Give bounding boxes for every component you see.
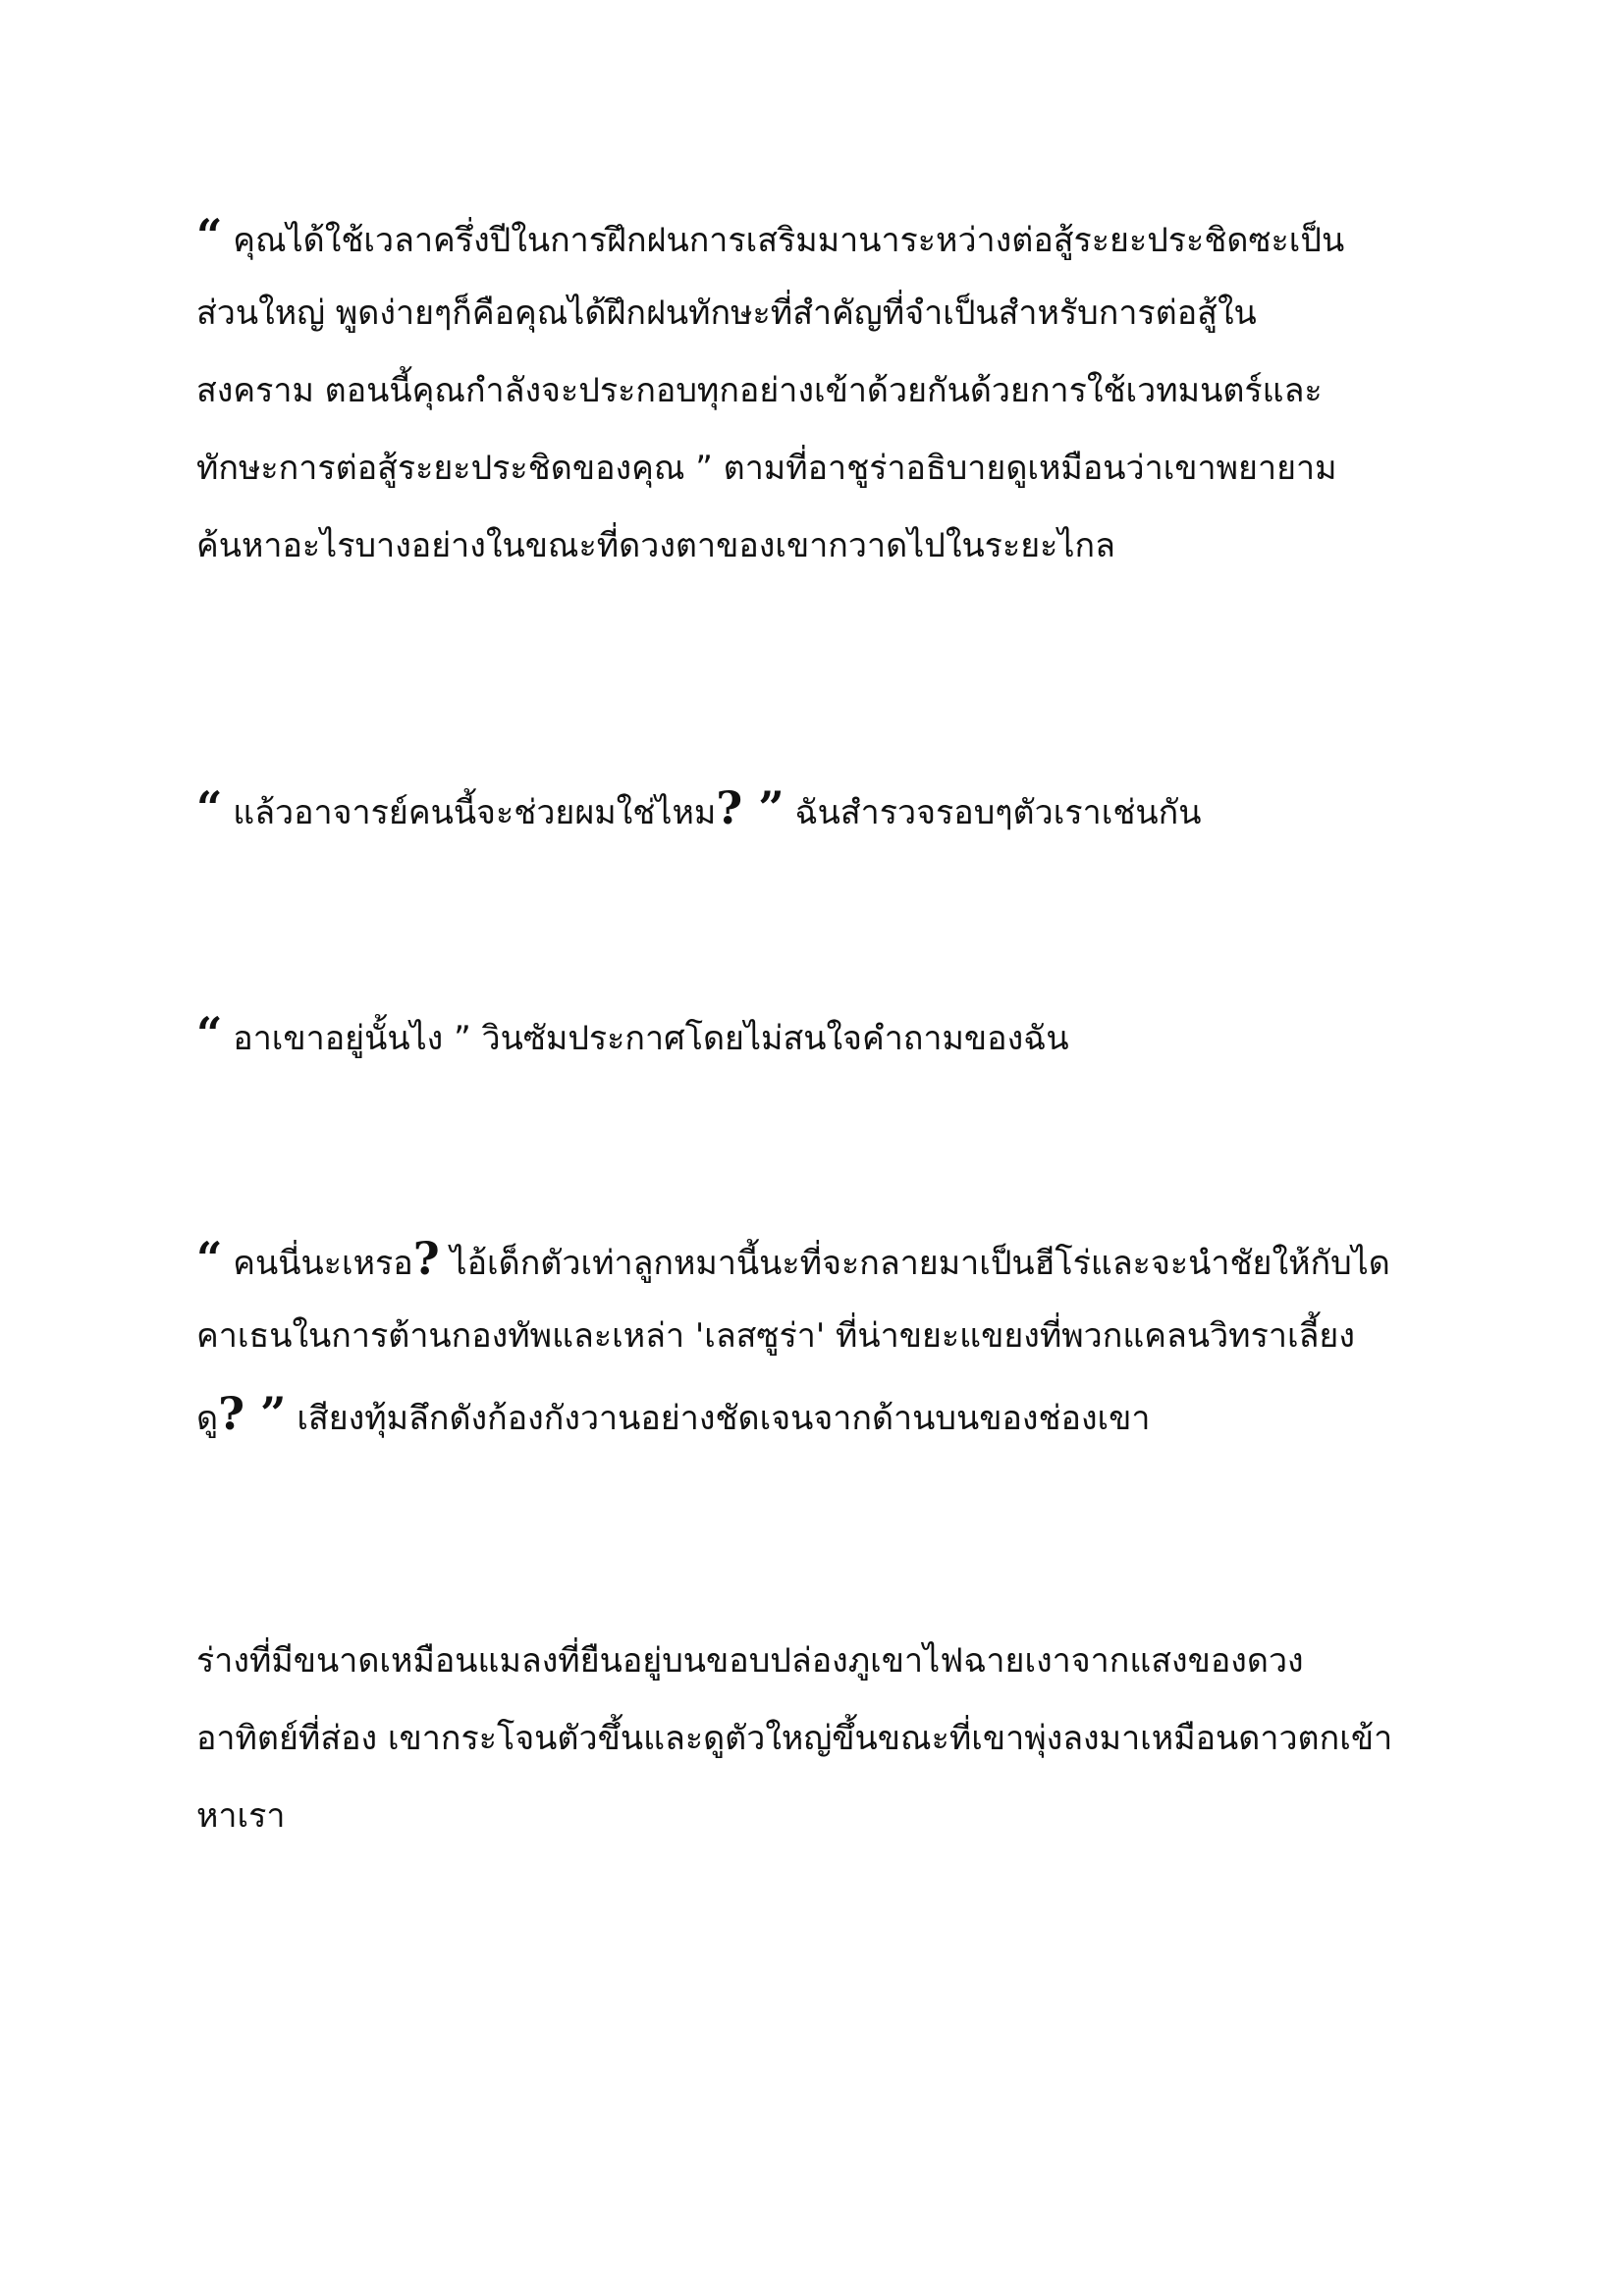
quote-mark: “ (196, 209, 223, 262)
paragraph-3 (196, 995, 1443, 1073)
text-line (196, 430, 1443, 507)
text-line (196, 1298, 1443, 1375)
paragraph-4 (196, 1220, 1443, 1453)
text-line (196, 1700, 1443, 1778)
text-run: อาทิตย์ที่ส่อง เขากระโจนตัวขึ้นและดูตัวใหญ่ขึ้นขณะที่เขาพุ่งลงมาเหมือนดาวตกเข้า (196, 1719, 1393, 1758)
text-run: คนนี่นะเหรอ (222, 1244, 413, 1283)
text-run: เสียงทุ้มลึกดังก้องกังวานอย่างชัดเจนจากด้านบนของช่องเขา (286, 1399, 1151, 1438)
quote-mark: ? ” (716, 781, 785, 834)
text-line (196, 1623, 1443, 1700)
quote-mark: ? ” (218, 1387, 287, 1440)
paragraph-5 (196, 1623, 1443, 1855)
text-line (196, 352, 1443, 430)
text-run: ดู (196, 1399, 219, 1438)
text-run: แล้วอาจารย์คนนี้จะช่วยผมใช่ไหม (222, 793, 717, 832)
text-run: ทักษะการต่อสู้ระยะประชิดของคุณ ” ตามที่อาชูร่าอธิบายดูเหมือนว่าเขาพยายาม (196, 449, 1337, 488)
quote-mark: ? (412, 1232, 440, 1285)
text-line (196, 1778, 1443, 1855)
text-line (196, 275, 1443, 352)
text-run: ค้นหาอะไรบางอย่างในขณะที่ดวงตาของเขากวาดไปในระยะไกล (196, 526, 1115, 565)
quote-mark: “ (196, 781, 223, 834)
text-run: คาเธนในการต้านกองทัพและเหล่า 'เลสซูร่า' ที่น่าขยะแขยงที่พวกแคลนวิทราเลี้ยง (196, 1316, 1355, 1356)
quote-mark: “ (196, 1232, 223, 1285)
paragraph-2 (196, 770, 1443, 847)
text-line (196, 995, 1443, 1073)
text-line (196, 197, 1443, 275)
quote-mark: “ (196, 1007, 223, 1060)
text-run: หาเรา (196, 1796, 286, 1836)
paragraph-1 (196, 197, 1443, 585)
text-run: ไอ้เด็กตัวเท่าลูกหมานี้นะที่จะกลายมาเป็นฮีโร่และจะนำชัยให้กับได (439, 1244, 1390, 1283)
text-line (196, 1375, 1443, 1453)
text-run: สงคราม ตอนนี้คุณกำลังจะประกอบทุกอย่างเข้าด้วยกันด้วยการใช้เวทมนตร์และ (196, 371, 1323, 410)
text-run: คุณได้ใช้เวลาครึ่งปีในการฝึกฝนการเสริมมานาระหว่างต่อสู้ระยะประชิดซะเป็น (222, 221, 1345, 260)
text-run: ส่วนใหญ่ พูดง่ายๆก็คือคุณได้ฝึกฝนทักษะที่สำคัญที่จำเป็นสำหรับการต่อสู้ใน (196, 294, 1257, 333)
text-run: ร่างที่มีขนาดเหมือนแมลงที่ยืนอยู่บนขอบปล่องภูเขาไฟฉายเงาจากแสงของดวง (196, 1641, 1304, 1681)
text-line (196, 1220, 1443, 1298)
text-line (196, 770, 1443, 847)
text-run: ฉันสำรวจรอบๆตัวเราเช่นกัน (784, 793, 1202, 832)
text-line (196, 507, 1443, 585)
text-run: อาเขาอยู่นั้นไง ” วินซัมประกาศโดยไม่สนใจคำถามของฉัน (222, 1019, 1069, 1058)
